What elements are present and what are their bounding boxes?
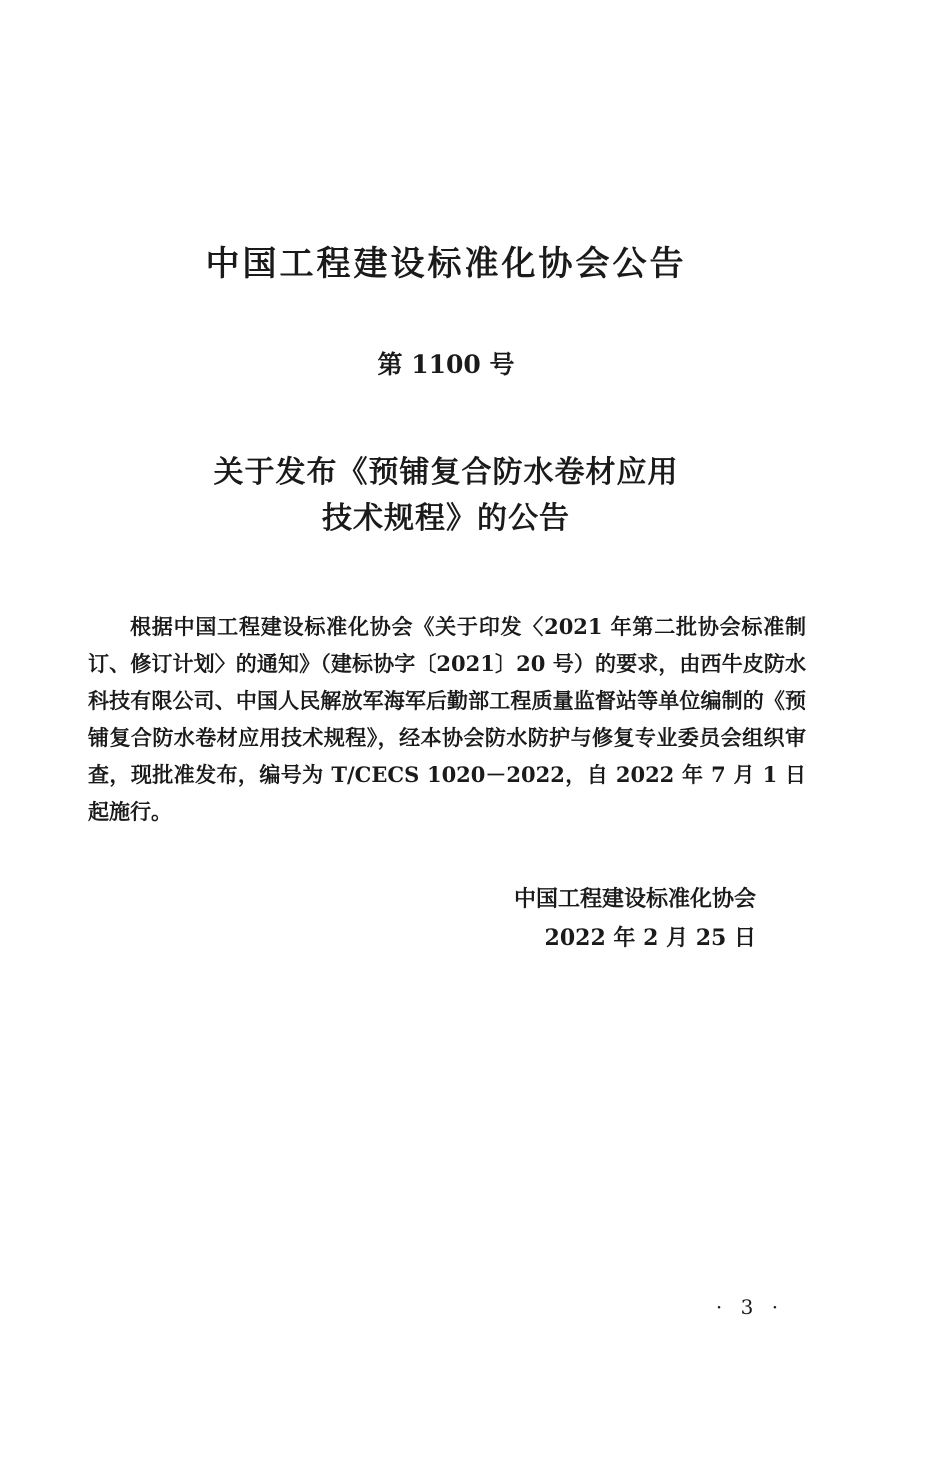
notice-subject-line-1: 关于发布《预铺复合防水卷材应用 <box>213 455 679 490</box>
organization-title: 中国工程建设标准化协会公告 <box>205 244 687 284</box>
signature-organization: 中国工程建设标准化协会 <box>513 886 756 912</box>
signature-block <box>400 880 756 958</box>
notice-body-paragraph: 根据中国工程建设标准化协会《关于印发〈2021 年第二批协会标准制订、修订计划〉的通知》（建标协字〔2021〕20 号）的要求，由西牛皮防水科技有限公司、中国人民解放军海军后勤部工程质量监督站等单位编制的《预铺复合防水卷材应用技术规程》，经本协会防水防护与修复专业委员会组织审查，现批准发布，编号为 T/CECS 1020－2022，自 2022 年 7 月 1 日起施行。 <box>88 614 806 824</box>
signature-date: 2022 年 2 月 25 日 <box>544 925 756 951</box>
page-number: · 3 · <box>715 1295 785 1319</box>
notice-subject <box>0 450 892 542</box>
notice-number: 第 1100 号 <box>377 350 515 379</box>
notice-subject-line-2: 技术规程》的公告 <box>322 501 570 536</box>
